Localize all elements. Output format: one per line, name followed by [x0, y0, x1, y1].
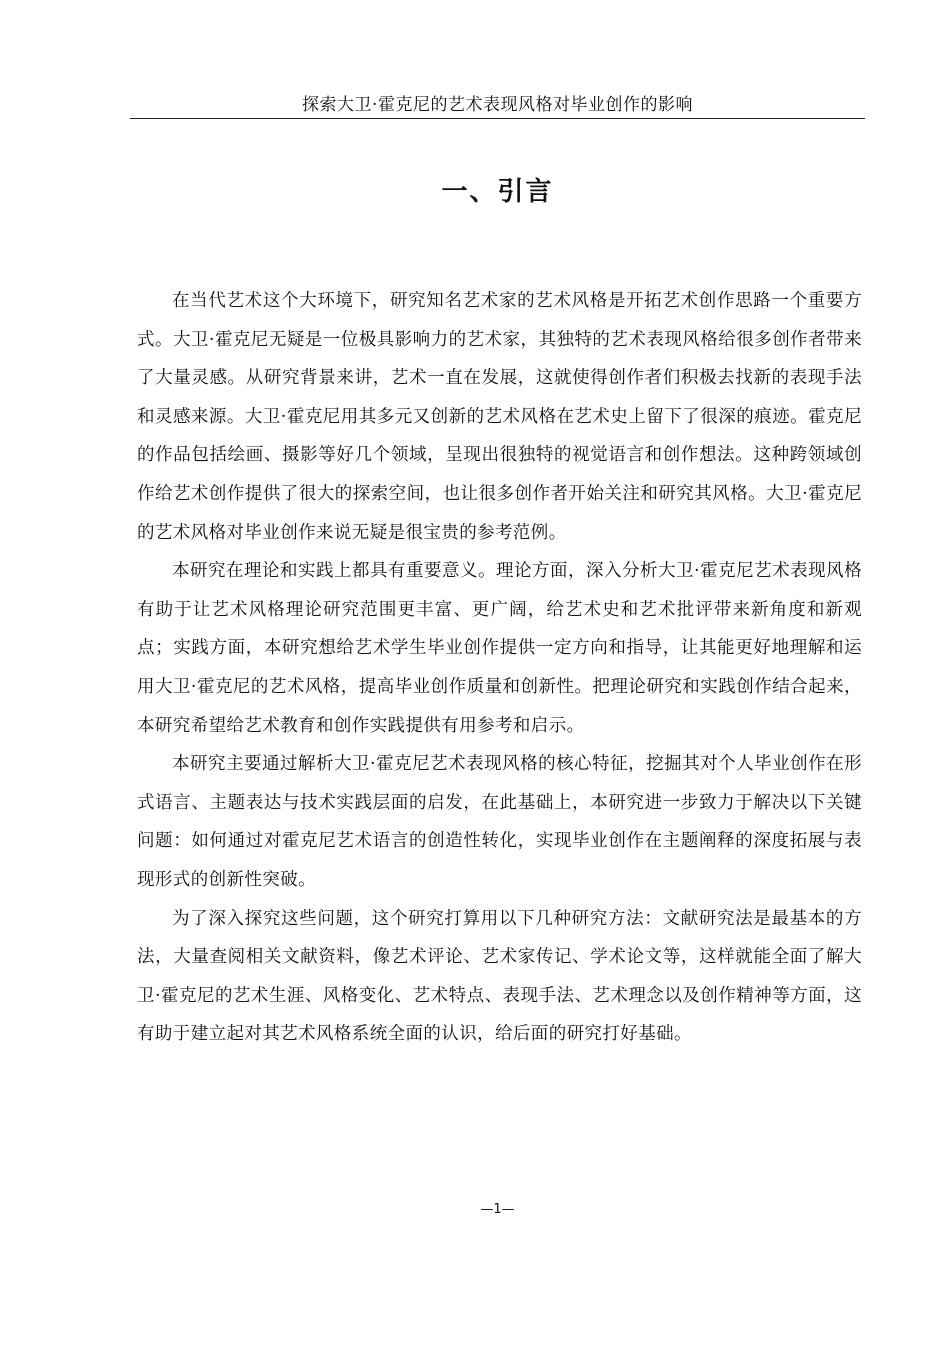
section-title: 一、引言 [441, 177, 554, 207]
paragraph-research-questions: 本研究主要通过解析大卫·霍克尼艺术表现风格的核心特征，挖掘其对个人毕业创作在形式语言、主题表达与技术实践层面的启发，在此基础上，本研究进一步致力于解决以下关键问题：如何通过对霍克尼艺术语言的创造性转化，实现毕业创作在主题阐释的深度拓展与表现形式的创新性突破。 [137, 754, 862, 890]
page-number: —1— [480, 1202, 515, 1217]
paragraph-background: 在当代艺术这个大环境下，研究知名艺术家的艺术风格是开拓艺术创作思路一个重要方式。大卫·霍克尼无疑是一位极具影响力的艺术家，其独特的艺术表现风格给很多创作者带来了大量灵感。从研究背景来讲，艺术一直在发展，这就使得创作者们积极去找新的表现手法和灵感来源。大卫·霍克尼用其多元又创新的艺术风格在艺术史上留下了很深的痕迹。霍克尼的作品包括绘画、摄影等好几个领域，呈现出很独特的视觉语言和创作想法。这种跨领域创作给艺术创作提供了很大的探索空间，也让很多创作者开始关注和研究其风格。大卫·霍克尼的艺术风格对毕业创作来说无疑是很宝贵的参考范例。 [137, 291, 862, 543]
paragraph-methods: 为了深入探究这些问题，这个研究打算用以下几种研究方法：文献研究法是最基本的方法，大量查阅相关文献资料，像艺术评论、艺术家传记、学术论文等，这样就能全面了解大卫·霍克尼的艺术生涯、风格变化、艺术特点、表现手法、艺术理念以及创作精神等方面，这有助于建立起对其艺术风格系统全面的认识，给后面的研究打好基础。 [137, 908, 862, 1045]
body-text [137, 282, 862, 1054]
header-rule [130, 118, 865, 119]
running-header: 探索大卫·霍克尼的艺术表现风格对毕业创作的影响 [302, 95, 693, 115]
paragraph-significance: 本研究在理论和实践上都具有重要意义。理论方面，深入分析大卫·霍克尼艺术表现风格有助于让艺术风格理论研究范围更丰富、更广阔，给艺术史和艺术批评带来新角度和新观点；实践方面，本研究想给艺术学生毕业创作提供一定方向和指导，让其能更好地理解和运用大卫·霍克尼的艺术风格，提高毕业创作质量和创新性。把理论研究和实践创作结合起来，本研究希望给艺术教育和创作实践提供有用参考和启示。 [137, 561, 862, 736]
